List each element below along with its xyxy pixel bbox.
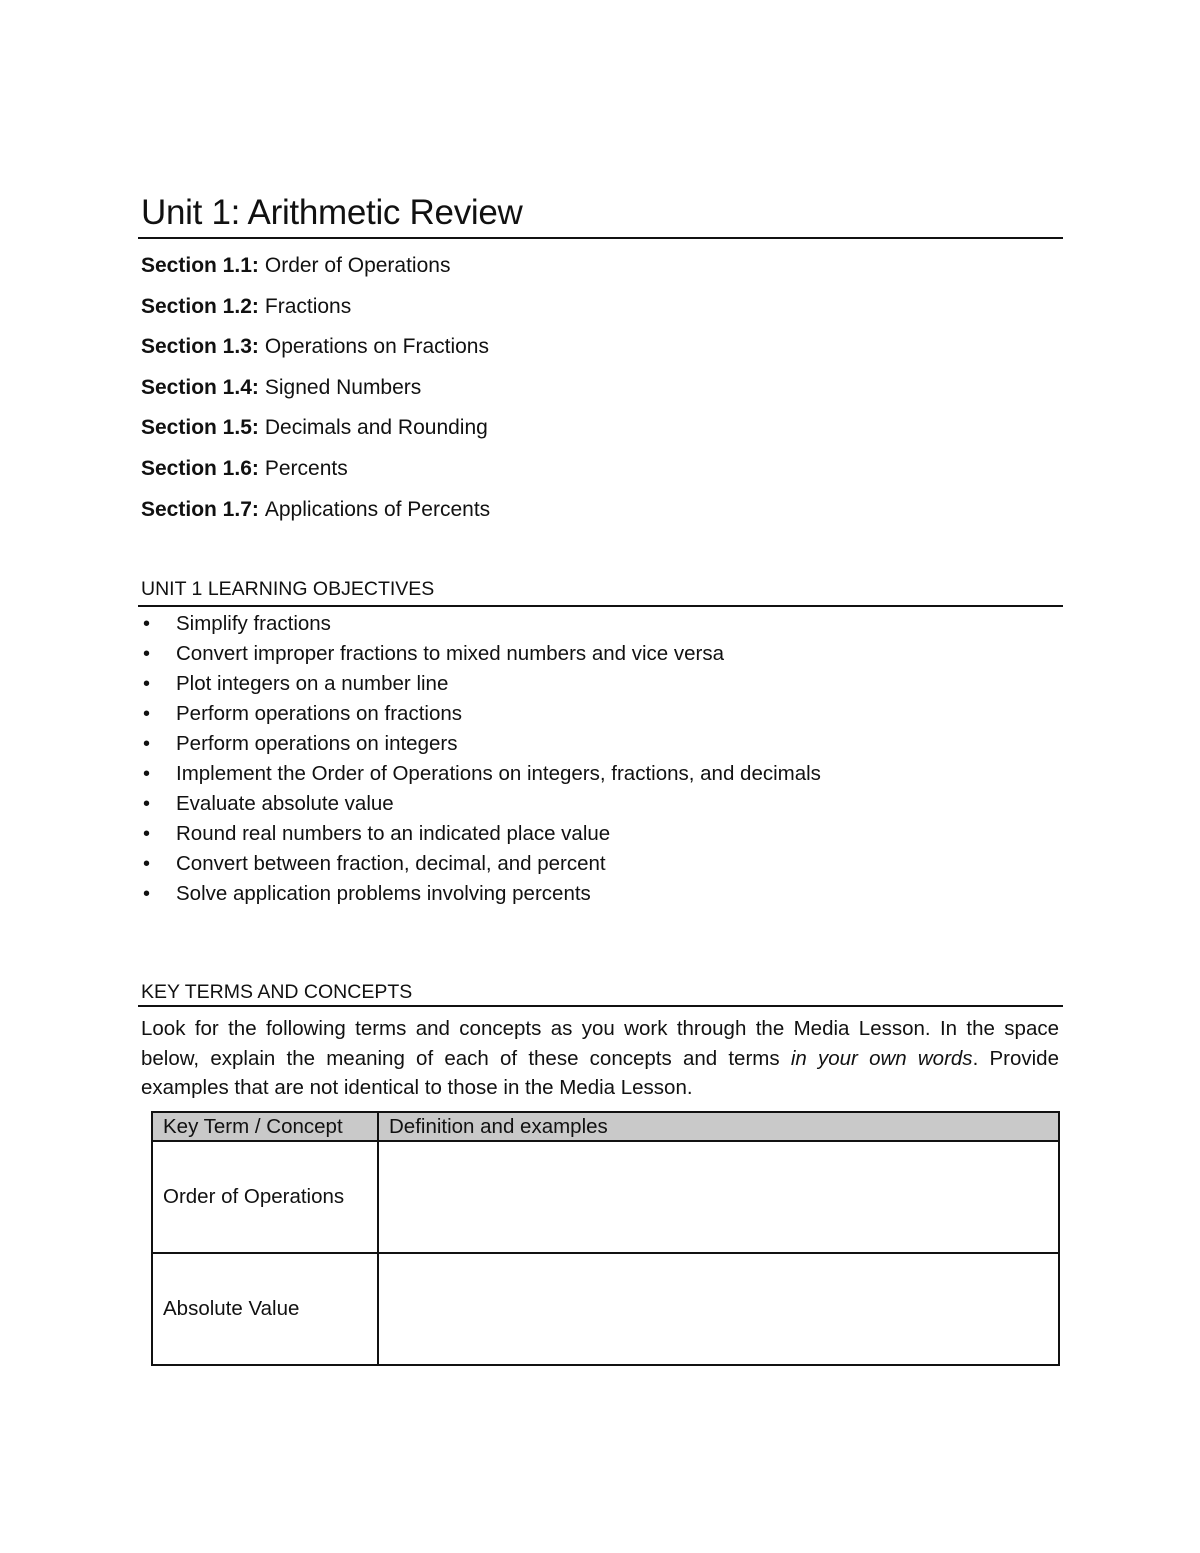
bullet-icon: •	[143, 613, 151, 635]
objective-text: Convert improper fractions to mixed numbers and vice versa	[176, 642, 725, 665]
section-item	[141, 293, 841, 334]
objective-text: Implement the Order of Operations on integers, fractions, and decimals	[176, 762, 821, 785]
section-name: Operations on Fractions	[264, 335, 489, 359]
table-row	[152, 1253, 1059, 1365]
list-item	[141, 790, 1041, 820]
definition-cell[interactable]	[378, 1253, 1059, 1365]
unit-title: Unit 1: Arithmetic Review	[141, 193, 523, 232]
term-cell: Order of Operations	[152, 1141, 378, 1253]
objectives-heading: UNIT 1 LEARNING OBJECTIVES	[141, 578, 435, 600]
column-header-term: Key Term / Concept	[152, 1112, 378, 1141]
section-number: Section 1.1:	[141, 254, 259, 277]
bullet-icon: •	[143, 733, 151, 755]
section-number: Section 1.3:	[141, 335, 259, 359]
title-rule	[138, 237, 1063, 239]
list-item	[141, 850, 1041, 880]
bullet-icon: •	[143, 853, 151, 875]
list-item	[141, 880, 1041, 910]
objective-text: Plot integers on a number line	[176, 672, 449, 695]
term-cell: Absolute Value	[152, 1253, 378, 1365]
key-terms-table	[151, 1111, 1060, 1366]
list-item	[141, 640, 1041, 670]
objective-text: Simplify fractions	[176, 612, 331, 635]
section-item	[141, 414, 841, 455]
section-name: Decimals and Rounding	[264, 416, 488, 440]
column-header-definition: Definition and examples	[378, 1112, 1059, 1141]
bullet-icon: •	[143, 883, 151, 905]
section-item	[141, 496, 841, 537]
section-number: Section 1.7:	[141, 497, 259, 521]
section-item	[141, 333, 841, 374]
table-row	[152, 1141, 1059, 1253]
section-name: Fractions	[264, 294, 352, 318]
objectives-rule	[138, 605, 1063, 607]
bullet-icon: •	[143, 793, 151, 815]
list-item	[141, 610, 1041, 640]
objective-text: Convert between fraction, decimal, and percent	[176, 852, 606, 875]
section-number: Section 1.2:	[141, 294, 259, 318]
section-item	[141, 252, 841, 293]
list-item	[141, 670, 1041, 700]
intro-text: Look for the following terms and concepts as you work through the Media Lesson. In the space below, explain the meaning of each of these concepts and terms	[141, 1017, 1059, 1070]
section-item	[141, 374, 841, 415]
list-item	[141, 700, 1041, 730]
section-number: Section 1.4:	[141, 375, 259, 399]
section-name: Order of Operations	[264, 254, 451, 277]
section-number: Section 1.5:	[141, 416, 259, 440]
bullet-icon: •	[143, 703, 151, 725]
list-item	[141, 760, 1041, 790]
definition-cell[interactable]	[378, 1141, 1059, 1253]
key-terms-heading: KEY TERMS AND CONCEPTS	[141, 981, 413, 1003]
objective-text: Perform operations on fractions	[176, 702, 462, 725]
bullet-icon: •	[143, 643, 151, 665]
bullet-icon: •	[143, 673, 151, 695]
intro-emphasis: in your own words	[790, 1046, 973, 1070]
section-list	[141, 252, 841, 536]
list-item	[141, 820, 1041, 850]
key-terms-intro	[141, 1014, 1059, 1103]
list-item	[141, 730, 1041, 760]
section-number: Section 1.6:	[141, 456, 259, 480]
section-name: Signed Numbers	[264, 375, 422, 399]
intro-text-end: . Provide examples that are not identical to those in the Media Lesson.	[141, 1046, 1059, 1099]
objective-text: Evaluate absolute value	[176, 792, 394, 815]
bullet-icon: •	[143, 763, 151, 785]
section-name: Percents	[264, 456, 348, 480]
bullet-icon: •	[143, 823, 151, 845]
section-item	[141, 455, 841, 496]
objective-text: Solve application problems involving percents	[176, 882, 591, 905]
objective-text: Round real numbers to an indicated place value	[176, 822, 611, 845]
objective-text: Perform operations on integers	[176, 732, 458, 755]
table-header-row	[152, 1112, 1059, 1141]
objectives-list	[141, 610, 1041, 910]
section-name: Applications of Percents	[264, 497, 491, 521]
key-terms-rule	[138, 1005, 1063, 1007]
